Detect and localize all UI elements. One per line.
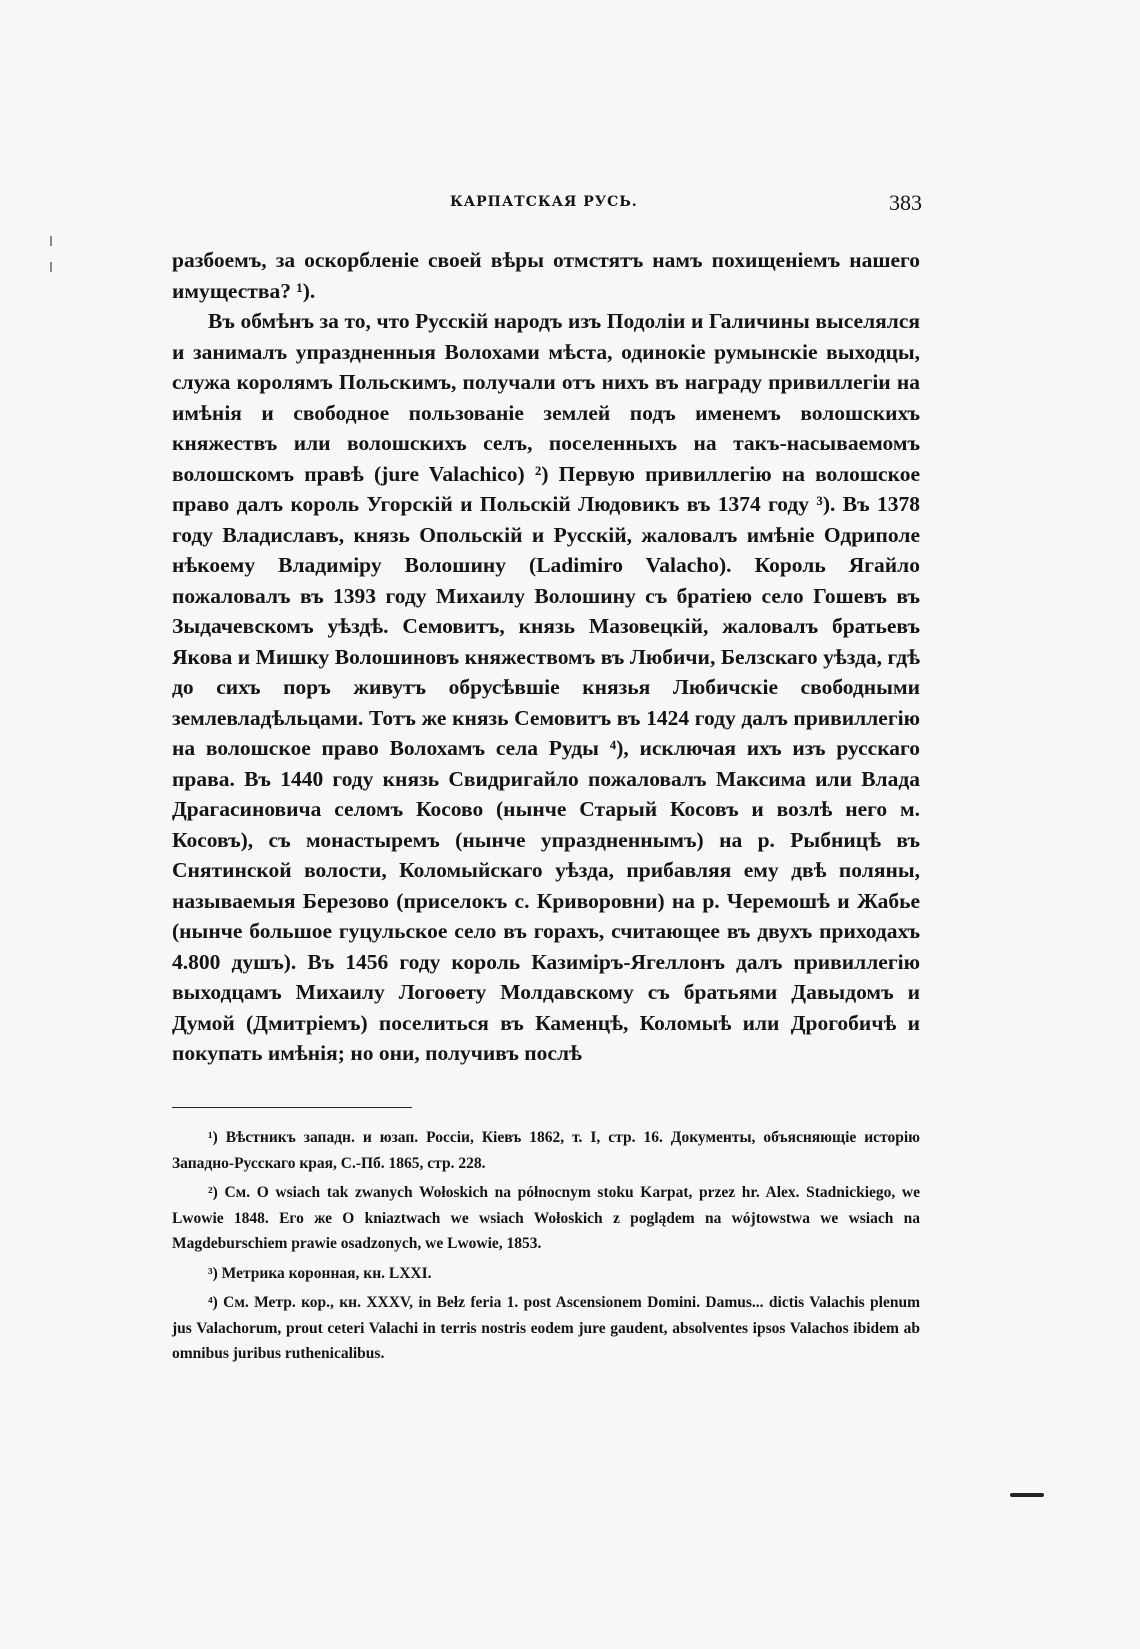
footnote-divider xyxy=(172,1107,412,1108)
running-title: КАРПАТСКАЯ РУСЬ. xyxy=(450,194,638,210)
running-head xyxy=(172,190,922,220)
footnote: ²) См. O wsiach tak zwanych Wołoskich na północnym stoku Karpat, przez hr. Alex. Stadnickiego, we Lwowie 1848. Его же O kniaztwach we wsiach Wołoskich z poglądem na wójtowstwa we wsiach na Magdeburschiem prawie osadzonych, we Lwowie, 1853. xyxy=(172,1184,920,1252)
footnotes xyxy=(172,1125,920,1367)
main-text xyxy=(172,245,920,1069)
footnote: ⁴) См. Метр. кор., кн. XXXV, in Bełz feria 1. post Ascensionem Domini. Damus... dictis Valachis plenum jus Valachorum, prout ceteri Valachi in terris nostris eodem jure gaudent, absolventes ipsos Valachos ibidem ab omnibus juribus ruthenicalibus. xyxy=(172,1294,920,1362)
margin-mark xyxy=(50,236,52,246)
page-mark xyxy=(1010,1493,1044,1497)
footnote: ¹) Вѣстникъ западн. и юзап. Россіи, Кіевъ 1862, т. I, стр. 16. Документы, объясняющіе исторію Западно-Русскаго края, С.-Пб. 1865, стр. 228. xyxy=(172,1129,920,1172)
paragraph: разбоемъ, за оскорбленіе своей вѣры отмстятъ намъ похищеніемъ нашего имущества? ¹). xyxy=(172,248,920,303)
footnote: ³) Метрика коронная, кн. LXXI. xyxy=(208,1264,432,1282)
paragraph: Въ обмѣнъ за то, что Русскій народъ изъ Подоліи и Галичины выселялся и занималъ упраздненныя Волохами мѣста, одинокіе румынскіе выходцы, служа королямъ Польскимъ, получали отъ нихъ въ награду привиллегіи на имѣнія и свободное пользованіе землей подъ именемъ волошскихъ княжествъ или волошскихъ селъ, поселенныхъ на такъ-насываемомъ волошскомъ правѣ (jure Valachico) ²) Первую привиллегію на волошское право далъ король Угорскій и Польскій Людовикъ въ 1374 году ³). Въ 1378 году Владиславъ, князь Опольскій и Русскій, жаловалъ имѣніе Одриполе нѣкоему Владиміру Волошину (Ladimiro Valacho). Король Ягайло пожаловалъ въ 1393 году Михаилу Волошину съ братіею село Гошевъ въ Зыдачевскомъ уѣздѣ. Семовитъ, князь Мазовецкій, жаловалъ братьевъ Якова и Мишку Волошиновъ княжествомъ въ Любичи, Белзскаго уѣзда, гдѣ до сихъ поръ живутъ обрусѣвшіе князья Любичскіе свободными землевладѣльцами. Тотъ же князь Семовитъ въ 1424 году далъ привиллегію на волошское право Волохамъ села Руды ⁴), исключая ихъ изъ русскаго права. Въ 1440 году князь Свидригайло пожаловалъ Максима или Влада Драгасиновича селомъ Косово (нынче Старый Косовъ и возлѣ него м. Косовъ), съ монастыремъ (нынче упраздненнымъ) на р. Рыбницѣ въ Снятинской волости, Коломыйскаго уѣзда, прибавляя ему двѣ поляны, называемыя Березово (приселокъ с. Криворовни) на р. Черемошѣ и Жабье (нынче большое гуцульское село въ горахъ, считающее въ двухъ приходахъ 4.800 душъ). Въ 1456 году король Казиміръ-Ягеллонъ далъ привиллегію выходцамъ Михаилу Логоѳету Молдавскому съ братьями Давыдомъ и Думой (Дмитріемъ) поселиться въ Каменцѣ, Коломыѣ или Дрогобичѣ и покупать имѣнія; но они, получивъ послѣ xyxy=(172,309,920,1065)
page-number: 383 xyxy=(889,190,922,215)
margin-mark xyxy=(50,262,52,272)
